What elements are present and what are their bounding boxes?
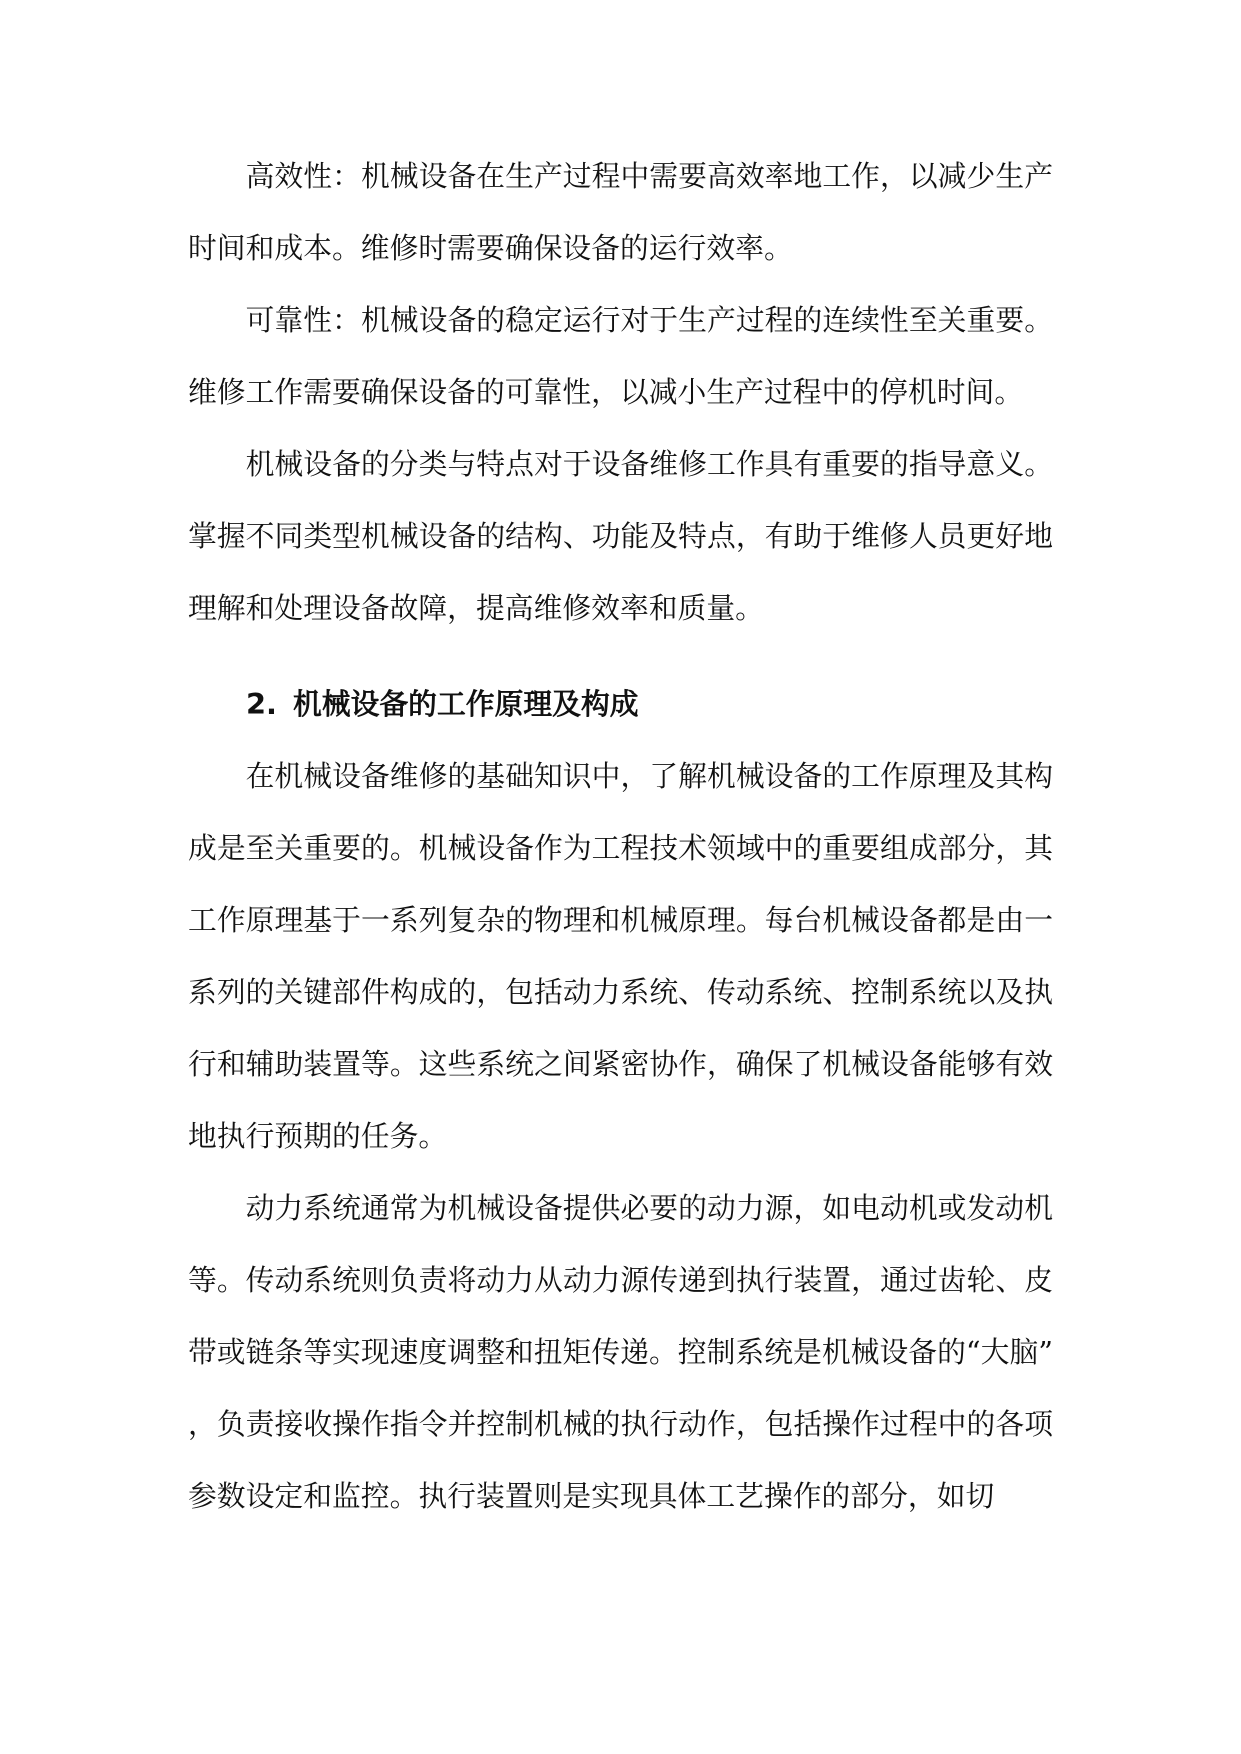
section-number: 2.	[246, 687, 277, 721]
section-title: 机械设备的工作原理及构成	[292, 687, 639, 721]
section-heading	[188, 668, 1053, 740]
document-body	[188, 140, 1053, 1532]
paragraph-systems-description: 动力系统通常为机械设备提供必要的动力源，如电动机或发动机等。传动系统则负责将动力从动力源传递到执行装置，通过齿轮、皮带或链条等实现速度调整和扭矩传递。控制系统是机械设备的“大脑”，负责接收操作指令并控制机械的执行动作，包括操作过程中的各项参数设定和监控。执行装置则是实现具体工艺操作的部分，如切	[188, 1191, 1053, 1513]
paragraph-efficiency: 高效性：机械设备在生产过程中需要高效率地工作，以减少生产时间和成本。维修时需要确保设备的运行效率。	[188, 159, 1053, 265]
paragraph-classification-summary: 机械设备的分类与特点对于设备维修工作具有重要的指导意义。掌握不同类型机械设备的结构、功能及特点，有助于维修人员更好地理解和处理设备故障，提高维修效率和质量。	[188, 447, 1053, 625]
paragraph-working-principle: 在机械设备维修的基础知识中，了解机械设备的工作原理及其构成是至关重要的。机械设备作为工程技术领域中的重要组成部分，其工作原理基于一系列复杂的物理和机械原理。每台机械设备都是由一系列的关键部件构成的，包括动力系统、传动系统、控制系统以及执行和辅助装置等。这些系统之间紧密协作，确保了机械设备能够有效地执行预期的任务。	[188, 759, 1053, 1153]
paragraph-reliability: 可靠性：机械设备的稳定运行对于生产过程的连续性至关重要。维修工作需要确保设备的可靠性，以减小生产过程中的停机时间。	[188, 303, 1053, 409]
